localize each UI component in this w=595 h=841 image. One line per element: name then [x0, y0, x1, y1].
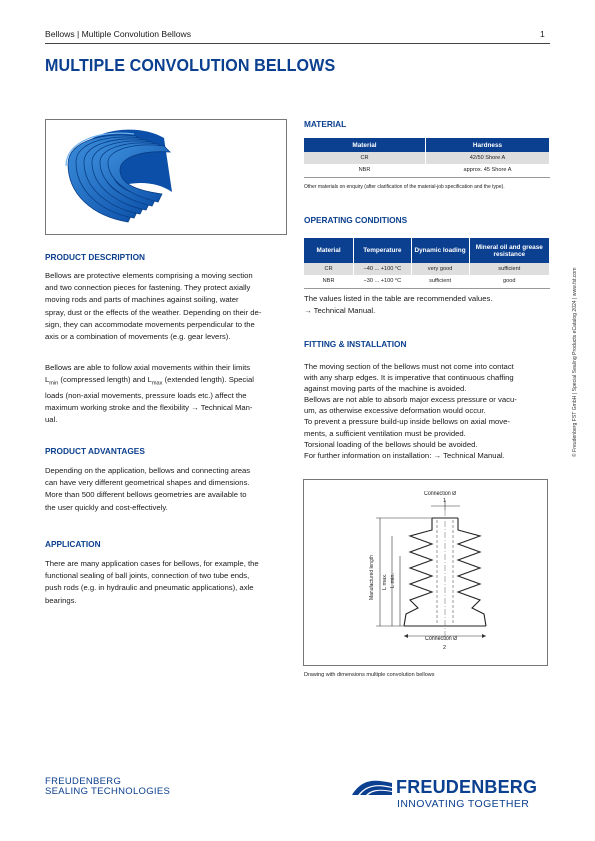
- logo-tagline: INNOVATING TOGETHER: [397, 798, 530, 810]
- hardness-col-header: Hardness: [425, 138, 549, 152]
- logo-name: FREUDENBERG: [396, 777, 538, 797]
- connection-top-number: 1: [443, 498, 447, 504]
- oil-resistance-col-header: Mineral oil and grease resistance: [469, 238, 549, 263]
- page-number: 1: [540, 29, 545, 39]
- product-description-text-2: Bellows are able to follow axial movements within their limits $L_{min}$ (compressed length) and $L_{max}$ (extended length). Special loads (non-axial movements, pressure loads etc.) affect the maximum working stroke and the flexibility → Technical Man- ual.: [45, 363, 254, 425]
- fitting-installation-heading: FITTING & INSTALLATION: [304, 339, 407, 349]
- temperature-col-header: Temperature: [354, 238, 411, 263]
- table-row: CR 42/50 Shore A: [304, 152, 550, 164]
- page-title: MULTIPLE CONVOLUTION BELLOWS: [45, 55, 336, 75]
- product-image-frame: [45, 119, 287, 235]
- connection-top-label: Connection Ø: [424, 491, 457, 497]
- product-description-heading: PRODUCT DESCRIPTION: [45, 252, 146, 262]
- application-heading: APPLICATION: [45, 539, 101, 549]
- bellows-product-image: [46, 120, 288, 236]
- copyright-side-text: © Freudenberg FST GmbH | Special Sealing Products eCatalog 2024 | www.fst.com: [572, 267, 578, 457]
- header-rule: [45, 43, 550, 44]
- dynamic-loading-col-header: Dynamic loading: [411, 238, 469, 263]
- table-rule: [304, 177, 550, 178]
- running-header: Bellows | Multiple Convolution Bellows: [45, 29, 192, 39]
- connection-bottom-number: 2: [443, 645, 447, 651]
- operating-conditions-heading: OPERATING CONDITIONS: [304, 215, 408, 225]
- material-table: [304, 138, 550, 176]
- operating-conditions-table: [304, 238, 550, 287]
- table-row: NBR approx. 45 Shore A: [304, 164, 550, 176]
- material-col-header: Material: [304, 138, 425, 152]
- material-heading: MATERIAL: [304, 119, 347, 129]
- product-description-text: Bellows are protective elements comprising a moving section and two connection pieces for fastening. They protect axially moving rods and parts of machines against soiling, water spray, dust or the effects of the weather. Depending on their de- sign, they can accommodate movements perpendicular to the axis or a combination of movements (e.g. gear levers).: [45, 271, 262, 342]
- freudenberg-logo-mark-icon: [352, 779, 392, 797]
- footer-company-name: FREUDENBERG SEALING TECHNOLOGIES: [45, 776, 171, 797]
- table-rule: [304, 288, 550, 289]
- fitting-installation-text: The moving section of the bellows must not come into contact with any sharp edges. It is imperative that continuous chaffing against moving parts of the machine is avoided. Bellows are not able to absorb major excess pressure or vacu- um, as otherwise excessive deformation would occur. To prevent a pressure build-up inside bellows on axial move- ments, a sufficient ventilation must be provided. Torsional loading of the bellows should be avoided. For further information on installation: → Technical Manual.: [304, 362, 517, 460]
- l-min-label: L min.: [390, 572, 396, 588]
- table-row: CR −40 ... +100 °C very good sufficient: [304, 263, 550, 275]
- l-max-label: L max.: [382, 573, 388, 590]
- application-text: There are many application cases for bellows, for example, the functional sealing of ball joints, connection of two tube ends, push rods (e.g. in hydraulic and pneumatic applications), axle bearings.: [45, 559, 259, 605]
- drawing-caption: Drawing with dimensions multiple convolution bellows: [304, 672, 435, 678]
- material-note: Other materials on enquiry (after clarification of the material-job specification and the type).: [304, 184, 505, 190]
- product-advantages-text: Depending on the application, bellows and connecting areas can have very different geometrical shapes and dimensions. More than 500 different bellows geometries are available to the user quickly and cost-effectively.: [45, 466, 251, 512]
- material-col-header: Material: [304, 238, 354, 263]
- table-row: NBR −30 ... +100 °C sufficient good: [304, 275, 550, 287]
- product-advantages-heading: PRODUCT ADVANTAGES: [45, 446, 145, 456]
- connection-bottom-label: Connection Ø: [425, 636, 458, 642]
- operating-conditions-notes: The values listed in the table are recommended values. → Technical Manual.: [304, 294, 493, 316]
- manufactured-length-label: Manufactured length: [369, 555, 375, 600]
- technical-drawing-frame: [303, 479, 548, 666]
